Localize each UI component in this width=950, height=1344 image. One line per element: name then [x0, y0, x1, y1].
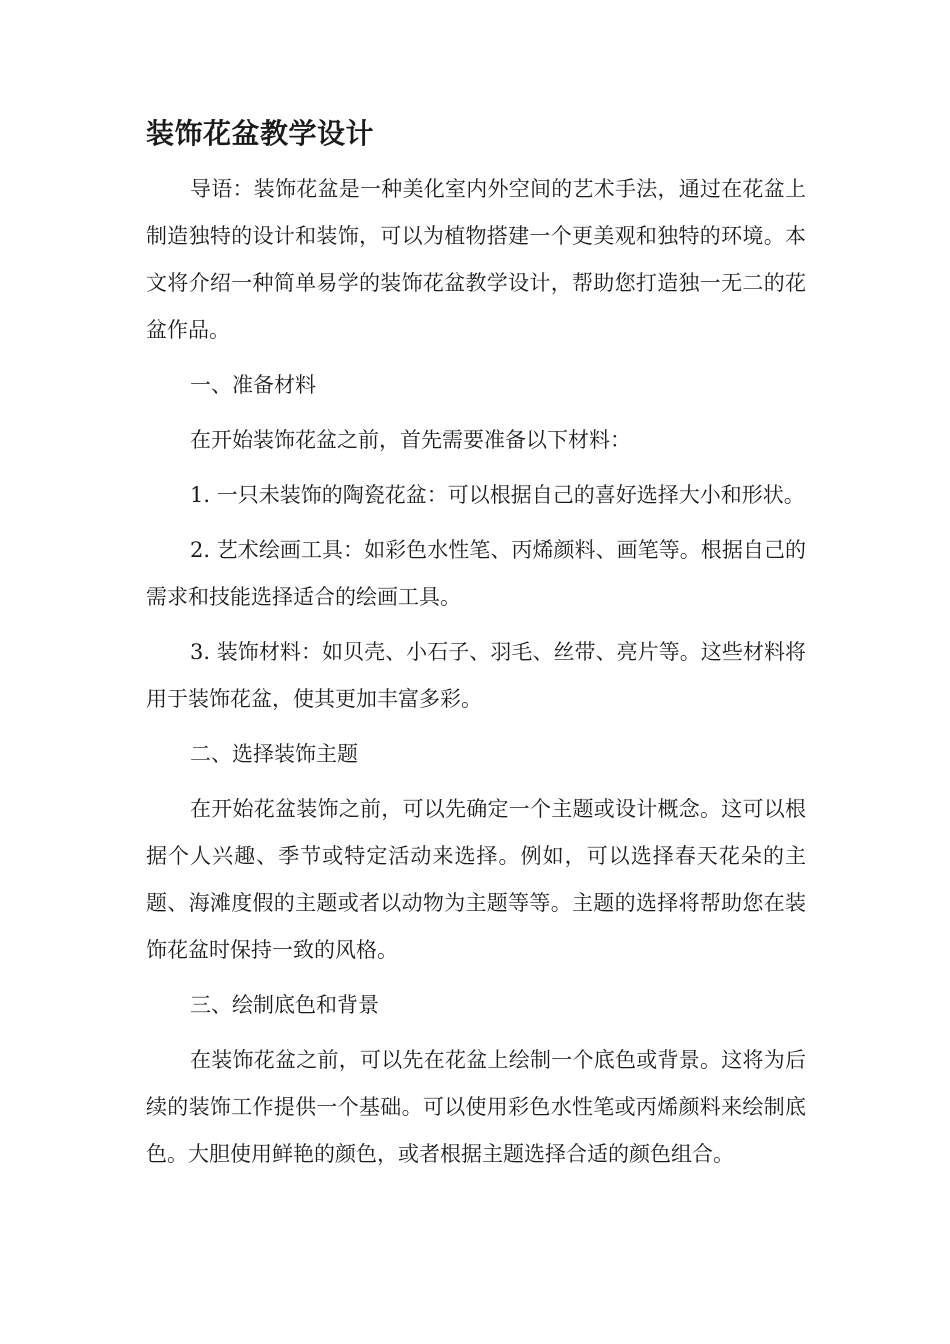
theme-paragraph: 在开始花盆装饰之前，可以先确定一个主题或设计概念。这可以根据个人兴趣、季节或特定活动来选择。例如，可以选择春天花朵的主题、海滩度假的主题或者以动物为主题等等。主题的选择将帮助您在装饰花盆时保持一致的风格。 — [146, 797, 806, 962]
section-heading-materials: 一、准备材料 — [190, 373, 316, 397]
materials-lead-paragraph: 在开始装饰花盆之前，首先需要准备以下材料： — [190, 428, 631, 452]
document-page — [146, 112, 806, 1186]
materials-item-1: 1. 一只未装饰的陶瓷花盆：可以根据自己的喜好选择大小和形状。 — [190, 483, 805, 507]
section-heading-background: 三、绘制底色和背景 — [190, 993, 379, 1017]
materials-item-2: 2. 艺术绘画工具：如彩色水性笔、丙烯颜料、画笔等。根据自己的需求和技能选择适合的绘画工具。 — [146, 538, 806, 609]
intro-paragraph: 导语：装饰花盆是一种美化室内外空间的艺术手法，通过在花盆上制造独特的设计和装饰，可以为植物搭建一个更美观和独特的环境。本文将介绍一种简单易学的装饰花盆教学设计，帮助您打造独一无二的花盆作品。 — [146, 177, 806, 342]
materials-item-3: 3. 装饰材料：如贝壳、小石子、羽毛、丝带、亮片等。这些材料将用于装饰花盆，使其更加丰富多彩。 — [146, 640, 806, 711]
document-title: 装饰花盆教学设计 — [146, 117, 375, 150]
background-paragraph: 在装饰花盆之前，可以先在花盆上绘制一个底色或背景。这将为后续的装饰工作提供一个基础。可以使用彩色水性笔或丙烯颜料来绘制底色。大胆使用鲜艳的颜色，或者根据主题选择合适的颜色组合。 — [146, 1048, 806, 1166]
section-heading-theme: 二、选择装饰主题 — [190, 742, 358, 766]
